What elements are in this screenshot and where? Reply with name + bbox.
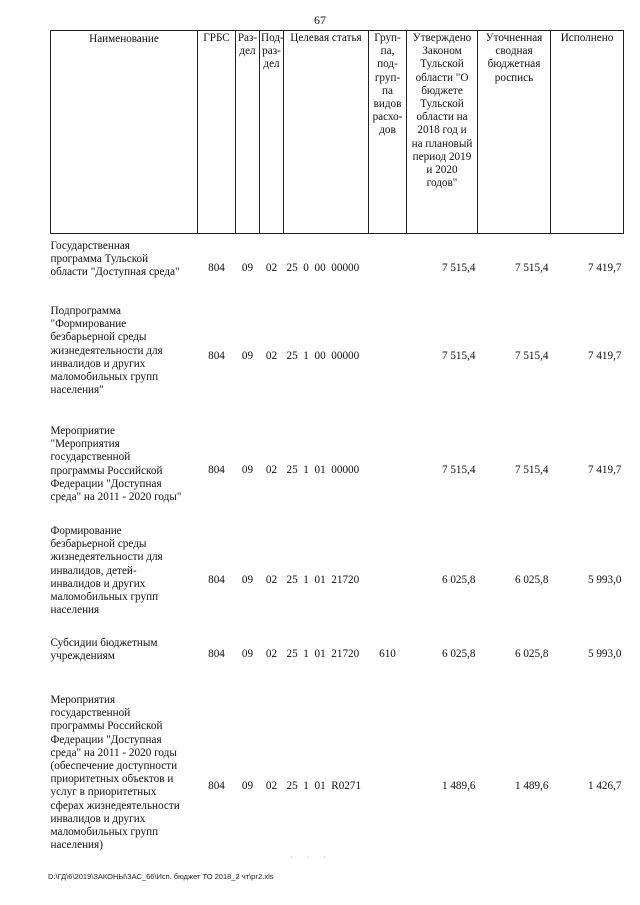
header-executed: Исполнено [551, 31, 624, 234]
header-group: Груп- па, под- груп- па видов расхо- дов [369, 31, 407, 234]
row-refined: 6 025,8 [514, 574, 549, 587]
page-number: 67 [314, 13, 326, 27]
table-header-row [51, 31, 624, 234]
row-subsection: 02 [265, 261, 278, 274]
row-executed: 1 426,7 [587, 780, 622, 793]
header-refined: Уточненная сводная бюджетная роспись [478, 31, 551, 234]
row-refined: 7 515,4 [514, 261, 549, 274]
row-group [369, 672, 407, 902]
row-section: 09 [241, 780, 254, 793]
row-refined: 7 515,4 [514, 464, 549, 477]
row-subsection: 02 [265, 464, 278, 477]
row-section: 09 [241, 574, 254, 587]
table-row [51, 672, 624, 902]
row-approved: 1 489,6 [441, 780, 476, 793]
row-name: Мероприятия государственной программы Российской Федерации "Доступная среда" на 2011 - 2020 годы (обеспечение доступности приоритетных объектов и услуг в приоритетных сферах жизнедеятельности инвалидов и других маломобильных групп населения) [50, 694, 180, 852]
file-path-footer: D:\ГД\6\2019\ЗАКОНЫ\ЗАС_66\Исп. бюджет ТО 2018_2 чт\рг2.xls [48, 872, 274, 881]
row-subsection: 02 [265, 647, 278, 660]
row-grbs: 804 [208, 647, 225, 660]
row-approved: 7 515,4 [441, 350, 476, 363]
row-approved: 7 515,4 [441, 261, 476, 274]
scan-specks: · · · [290, 853, 332, 862]
row-target: 25 1 01 R0271 [286, 780, 362, 793]
row-target: 25 1 00 00000 [286, 350, 360, 363]
row-grbs: 804 [208, 780, 225, 793]
row-grbs: 804 [208, 350, 225, 363]
table-row [51, 525, 624, 637]
row-group [369, 417, 407, 525]
row-executed: 5 993,0 [587, 647, 622, 660]
row-group [369, 525, 407, 637]
row-target: 25 0 00 00000 [286, 261, 360, 274]
row-subsection: 02 [265, 574, 278, 587]
row-section: 09 [241, 350, 254, 363]
row-grbs: 804 [208, 464, 225, 477]
header-name: Наименование [51, 31, 198, 234]
row-name: Подпрограмма "Формирование безбарьерной среды жизнедеятельности для инвалидов и других маломобильных групп населения" [50, 305, 163, 397]
table-row [51, 297, 624, 417]
row-subsection: 02 [265, 350, 278, 363]
row-executed: 7 419,7 [587, 350, 622, 363]
budget-execution-table [50, 30, 624, 902]
row-grbs: 804 [208, 261, 225, 274]
row-executed: 7 419,7 [587, 464, 622, 477]
row-section: 09 [241, 647, 254, 660]
row-subsection: 02 [265, 780, 278, 793]
row-approved: 6 025,8 [441, 574, 476, 587]
row-name: Субсидии бюджетным учреждениям [50, 637, 158, 663]
table-row [51, 637, 624, 672]
row-group: 610 [379, 647, 396, 660]
header-grbs: ГРБС [198, 31, 236, 234]
table-row [51, 234, 624, 298]
row-approved: 7 515,4 [441, 464, 476, 477]
row-group [369, 234, 407, 298]
row-refined: 7 515,4 [514, 350, 549, 363]
row-name: Формирование безбарьерной среды жизнедеятельности для инвалидов, детей- инвалидов и других маломобильных групп населения [50, 525, 163, 617]
row-approved: 6 025,8 [441, 647, 476, 660]
row-group [369, 297, 407, 417]
row-section: 09 [241, 261, 254, 274]
row-refined: 1 489,6 [514, 780, 549, 793]
header-subsection: Под- раз- дел [260, 31, 284, 234]
row-executed: 7 419,7 [587, 261, 622, 274]
row-name: Государственная программа Тульской области "Доступная среда" [50, 240, 180, 279]
row-grbs: 804 [208, 574, 225, 587]
header-target: Целевая статья [284, 31, 369, 234]
header-section: Раз- дел [236, 31, 260, 234]
row-target: 25 1 01 00000 [286, 464, 360, 477]
row-target: 25 1 01 21720 [286, 647, 360, 660]
row-target: 25 1 01 21720 [286, 574, 360, 587]
row-section: 09 [241, 464, 254, 477]
row-executed: 5 993,0 [587, 574, 622, 587]
table-row [51, 417, 624, 525]
row-name: Мероприятие "Мероприятия государственной программы Российской Федерации "Доступная среда" на 2011 - 2020 годы" [50, 425, 182, 504]
header-approved: Утверждено Законом Тульской области "О бюджете Тульской области на 2018 год и на плановый период 2019 и 2020 годов" [407, 31, 478, 234]
row-refined: 6 025,8 [514, 647, 549, 660]
